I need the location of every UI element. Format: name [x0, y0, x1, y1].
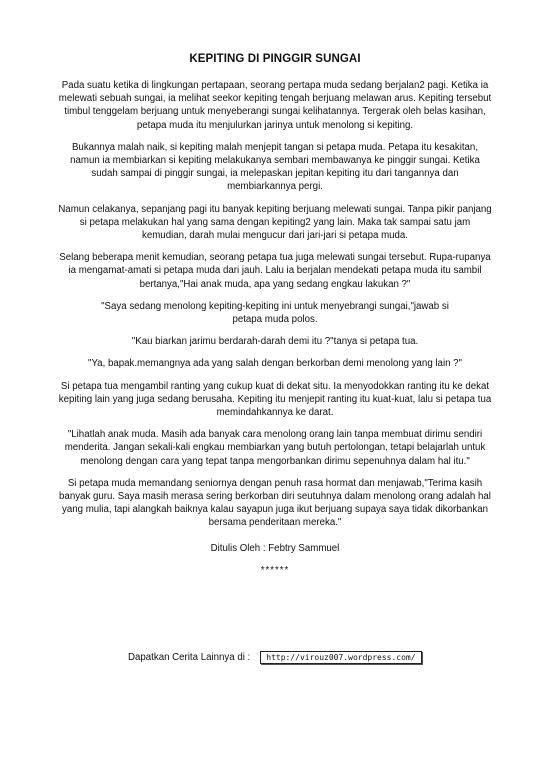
- paragraph-10: Si petapa muda memandang seniornya dengan penuh rasa hormat dan menjawab,"Terima kasih banyak guru. Saya masih merasa sering berkorban diri seutuhnya dalam menolong orang adalah hal yang mulia, tapi alangkah baiknya kalau sayapun juga ikut berjuang supaya saya tidak dikorbankan bersama penderitaan mereka.": [59, 477, 491, 529]
- paragraph-9: "Lihatlah anak muda. Masih ada banyak cara menolong orang lain tanpa membuat dirimu sendiri menderita. Jangan sekali-kali engkau membiarkan yang butuh pertolongan, tetapi belajarlah untuk menolong dengan cara yang tepat tanpa mengorbankan dirimu sepenuhnya dalam hal itu.": [64, 429, 486, 467]
- paragraph-3: Namun celakanya, sepanjang pagi itu banyak kepiting berjuang melewati sungai. Tanpa pikir panjang si petapa melakukan hal yang sama dengan kepiting2 yang lain. Maka tak sampai satu jam kemudian, darah mulai mengucur dari jari-jari si petapa muda.: [58, 203, 492, 242]
- footer-link-row: [128, 651, 422, 664]
- paragraph-7: "Ya, bapak.memangnya ada yang salah dengan berkorban demi menolong yang lain ?": [88, 358, 462, 370]
- story-title: KEPITING DI PINGGIR SUNGAI: [189, 53, 361, 65]
- separator: ******: [260, 564, 290, 576]
- footer-label: Dapatkan Cerita Lainnya di :: [128, 652, 251, 663]
- paragraph-2: Bukannya malah naik, si kepiting malah menjepit tangan si petapa muda. Petapa itu kesakitan, namun ia membiarkan si kepiting melakukanya sembari membawanya ke pinggir sungai. Ketika sudah sampai di pinggir sungai, ia melepaskan jepitan kepiting itu dari tangannya dan membiarkannya pergi.: [70, 141, 480, 193]
- paragraph-4: Selang beberapa menit kemudian, seorang petapa tua juga melewati sungai tersebut. Rupa-rupanya ia mengamat-amati si petapa muda dari jauh. Lalu ia berjalan mendekati petapa muda itu sambil bertanya,"Hai anak muda, apa yang sedang engkau lakukan ?": [59, 252, 491, 290]
- paragraph-5: "Saya sedang menolong kepiting-kepiting ini untuk menyebrangi sungai,"jawab si petapa muda polos.: [101, 300, 449, 326]
- website-link[interactable]: http://virouz007.wordpress.com/: [260, 651, 421, 664]
- paragraph-1: Pada suatu ketika di lingkungan pertapaan, seorang pertapa muda sedang berjalan2 pagi. Ketika ia melewati sebuah sungai, ia melihat seekor kepiting tengah berjuang melawan arus. Kepiting tersebut timbul tenggelam berjuang untuk menyeberangi sungai kelihatannya. Tergerak oleh belas kasihan, petapa muda itu menjulurkan jarinya untuk menolong si kepiting.: [58, 80, 492, 131]
- paragraph-6: "Kau biarkan jarimu berdarah-darah demi itu ?"tanya si petapa tua.: [131, 336, 419, 348]
- author-credit: Ditulis Oleh : Febtry Sammuel: [210, 542, 340, 554]
- story-body: [58, 79, 492, 586]
- paragraph-8: Si petapa tua mengambil ranting yang cukup kuat di dekat situ. Ia menyodokkan ranting itu ke dekat kepiting lain yang juga sedang berusaha. Kepiting itu menjepit ranting itu kuat-kuat, lalu si petapa tua memindahkannya ke darat.: [58, 380, 492, 419]
